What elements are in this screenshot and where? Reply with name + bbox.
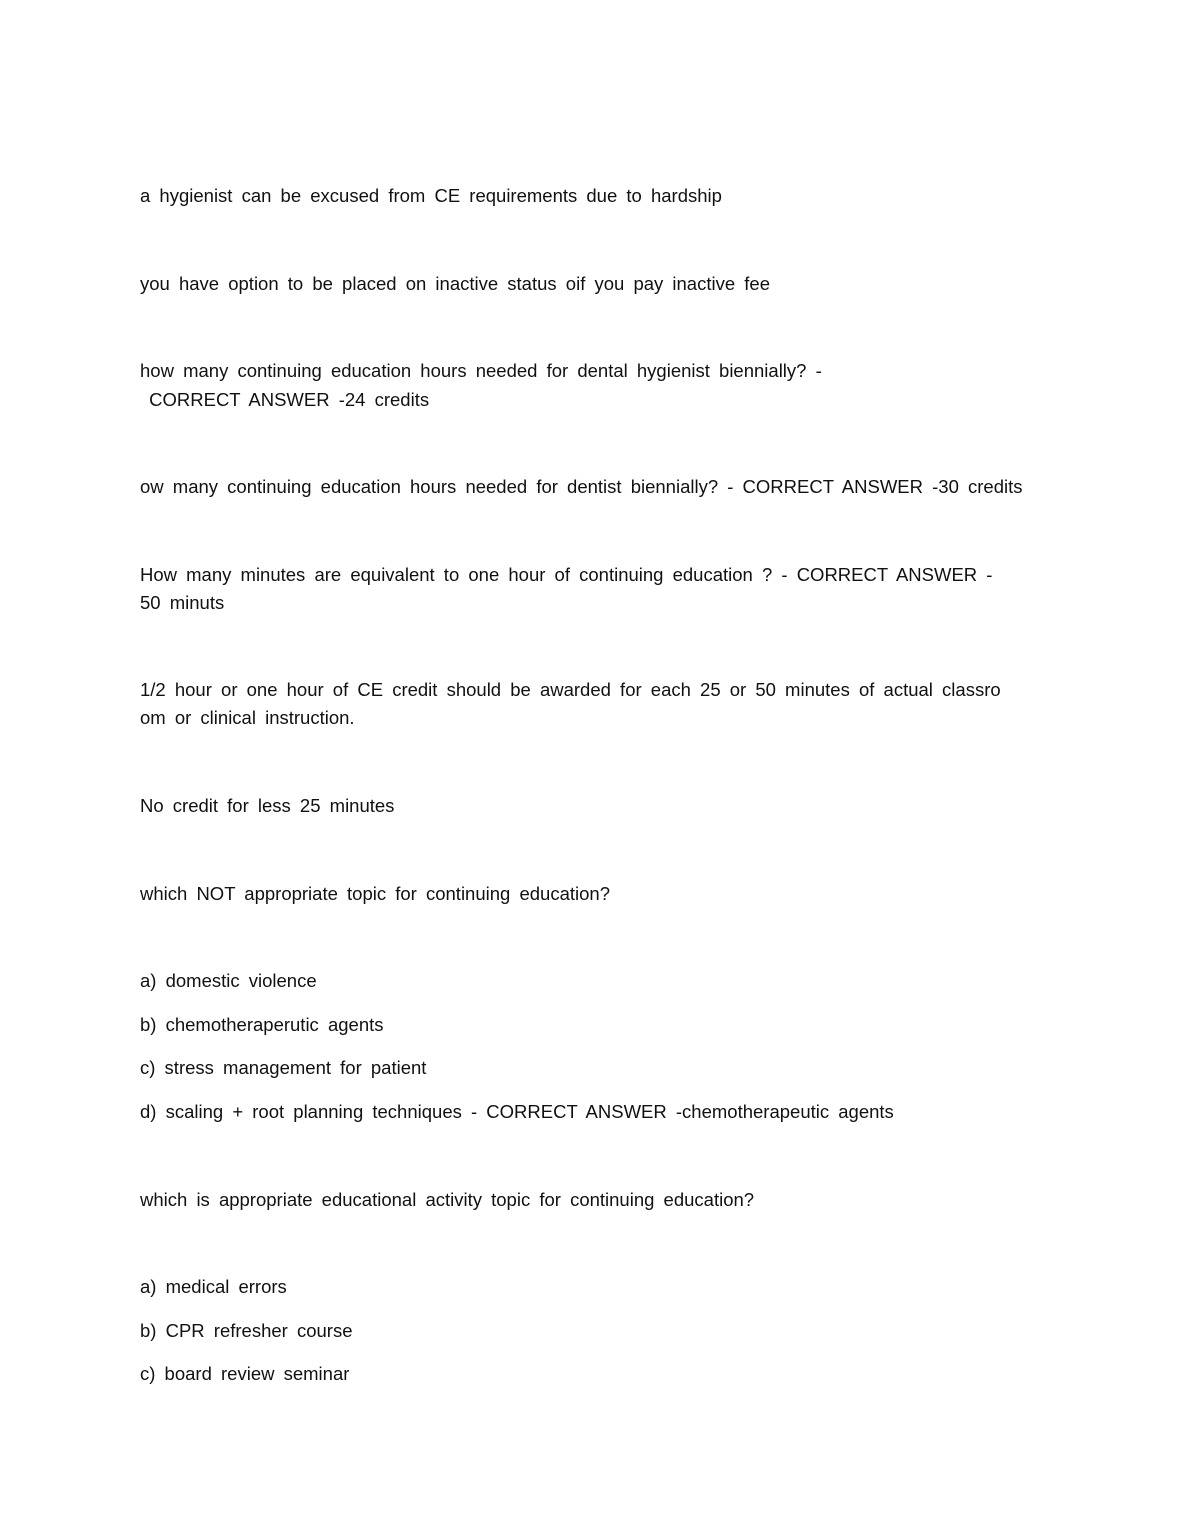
text-line: 50 minuts	[140, 592, 225, 613]
text-line: a hygienist can be excused from CE requirements due to hardship	[140, 185, 722, 206]
text-line: 1/2 hour or one hour of CE credit should be awarded for each 25 or 50 minutes of actual classro	[140, 679, 1001, 700]
answer-option: b) CPR refresher course	[140, 1320, 353, 1341]
answer-option: c) stress management for patient	[140, 1057, 427, 1078]
text-line: how many continuing education hours needed for dental hygienist biennially? -	[140, 360, 822, 381]
question-text: which is appropriate educational activity topic for continuing education?	[140, 1189, 755, 1210]
text-line: ow many continuing education hours needed for dentist biennially? - CORRECT ANSWER -30 credits	[140, 476, 1023, 497]
answer-option: c) board review seminar	[140, 1363, 350, 1384]
answer-option: a) domestic violence	[140, 970, 317, 991]
answer-option: b) chemotheraperutic agents	[140, 1014, 384, 1035]
answer-option: a) medical errors	[140, 1276, 287, 1297]
text-line: you have option to be placed on inactive status oif you pay inactive fee	[140, 273, 770, 294]
text-line: How many minutes are equivalent to one hour of continuing education ? - CORRECT ANSWER -	[140, 564, 993, 585]
text-line: om or clinical instruction.	[140, 707, 355, 728]
text-line: No credit for less 25 minutes	[140, 795, 395, 816]
answer-option: d) scaling + root planning techniques - CORRECT ANSWER -chemotherapeutic agents	[140, 1101, 894, 1122]
text-line: CORRECT ANSWER -24 credits	[140, 389, 430, 410]
question-text: which NOT appropriate topic for continuing education?	[140, 883, 610, 904]
